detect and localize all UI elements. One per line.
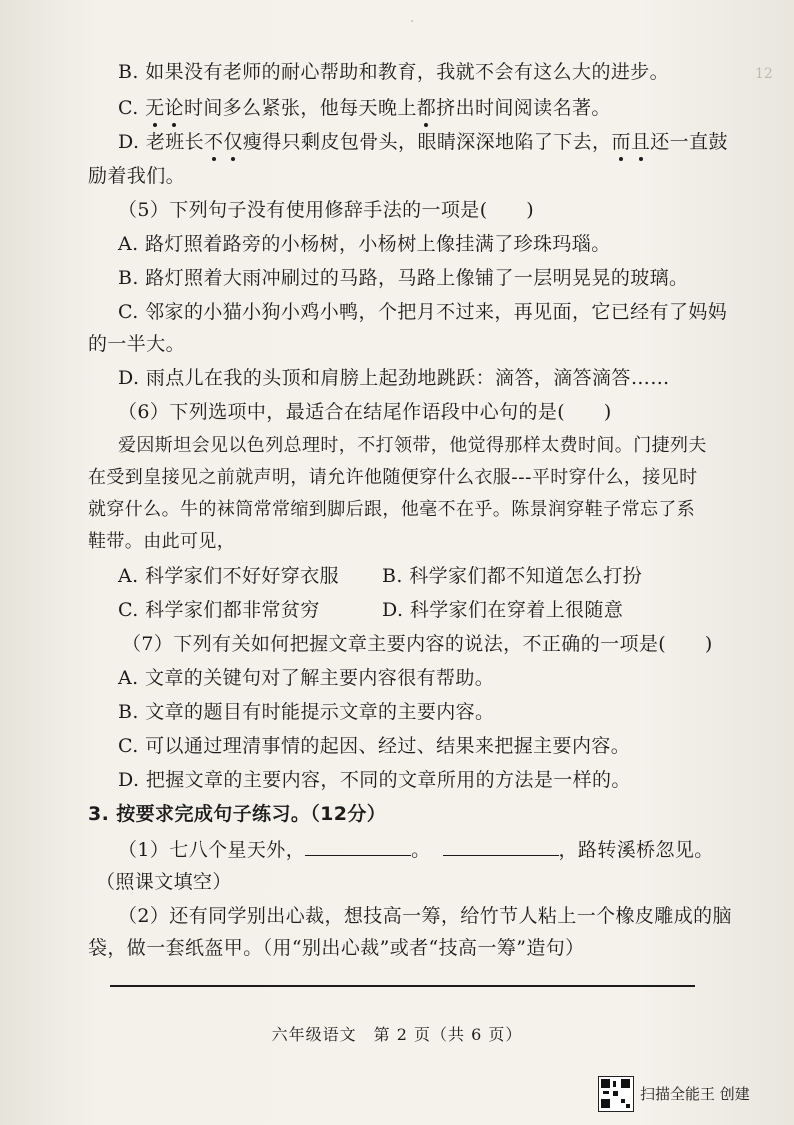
section-3-q1 [118, 836, 714, 864]
section-3-q1-instruction: （照课文填空） [96, 871, 232, 893]
dotted-char: 不 [204, 128, 223, 156]
dotted-char: 且 [631, 128, 650, 156]
q1-text-end: ，路转溪桥忽见。 [558, 839, 714, 861]
option-d-continued: 励着我们。 [88, 165, 186, 187]
passage-line-3: 就穿什么。牛的袜筒常常缩到脚后跟，他毫不在乎。陈景润穿鞋子常忘了系 [88, 499, 696, 520]
bleed-through-mark: 12 [755, 66, 773, 82]
section-3-q2: （2）还有同学别出心裁，想技高一筹，给竹节人粘上一个橡皮雕成的脑 [118, 905, 732, 927]
option-b-line: B. 如果没有老师的耐心帮助和教育，我就不会有这么大的进步。 [118, 61, 670, 83]
passage-line-1: 爱因斯坦会见以色列总理时，不打领带，他觉得那样太费时间。门捷列夫 [118, 435, 707, 456]
q5-option-b: B. 路灯照着大雨冲刷过的马路，马路上像铺了一层明晃晃的玻璃。 [118, 267, 689, 289]
dotted-char: 无 [145, 94, 164, 122]
question-5: （5）下列句子没有使用修辞手法的一项是( ) [118, 199, 535, 221]
section-3-heading: 3. 按要求完成句子练习。（12分） [88, 803, 387, 825]
q6-option-d: D. 科学家们在穿着上很随意 [382, 599, 624, 621]
page-footer: 六年级语文 第 2 页（共 6 页） [271, 1025, 523, 1044]
q7-option-b: B. 文章的题目有时能提示文章的主要内容。 [118, 701, 495, 723]
q6-option-c: C. 科学家们都非常贫穷 [118, 599, 320, 621]
q5-option-a: A. 路灯照着路旁的小杨树，小杨树上像挂满了珍珠玛瑙。 [118, 233, 611, 255]
q5-option-d: D. 雨点儿在我的头顶和肩膀上起劲地跳跃：滴答，滴答滴答…… [118, 367, 670, 389]
passage-line-2: 在受到皇接见之前就声明，请允许他随便穿什么衣服---平时穿什么，接见时 [88, 467, 698, 488]
question-7: （7）下列有关如何把握文章主要内容的说法，不正确的一项是( ) [122, 633, 713, 655]
option-c-text-end: 挤出时间阅读名著。 [436, 97, 611, 119]
option-d-prefix: D. 老班长 [118, 131, 205, 153]
scanner-watermark: 扫描全能王 创建 [640, 1085, 750, 1103]
q1-period: 。 [411, 839, 431, 861]
question-6: （6）下列选项中，最适合在结尾作语段中心句的是( ) [118, 401, 612, 423]
dotted-char: 都 [417, 94, 436, 122]
option-c-prefix: C. [118, 97, 146, 119]
option-c-text: 时间多么紧张，他每天晚上 [183, 97, 417, 119]
fill-blank-1[interactable] [305, 839, 411, 856]
fill-blank-2[interactable] [443, 839, 559, 856]
q1-text-start: （1）七八个星天外， [118, 839, 306, 861]
q7-option-c: C. 可以通过理清事情的起因、经过、结果来把握主要内容。 [118, 735, 631, 757]
q7-option-d: D. 把握文章的主要内容，不同的文章所用的方法是一样的。 [118, 769, 631, 791]
dotted-char: 仅 [223, 128, 242, 156]
section-3-q2-continued: 袋，做一套纸盔甲。（用“别出心裁”或者“技高一筹”造句） [88, 937, 585, 959]
answer-line[interactable] [110, 985, 695, 987]
option-c-line [118, 94, 611, 122]
q6-option-b: B. 科学家们都不知道怎么打扮 [382, 565, 643, 587]
q7-option-a: A. 文章的关键句对了解主要内容很有帮助。 [118, 667, 495, 689]
bleed-through-dot: · [410, 14, 415, 30]
option-d-line [118, 128, 728, 156]
q5-option-c-continued: 的一半大。 [88, 333, 186, 355]
option-d-text-end: 还一直鼓 [650, 131, 728, 153]
dotted-char: 而 [611, 128, 630, 156]
q6-option-a: A. 科学家们不好好穿衣服 [118, 565, 340, 587]
qr-code-icon [598, 1076, 634, 1112]
dotted-char: 论 [165, 94, 184, 122]
passage-line-4: 鞋带。由此可见， [88, 531, 236, 552]
option-d-text: 瘦得只剩皮包骨头，眼睛深深地陷了下去， [242, 131, 612, 153]
q5-option-c: C. 邻家的小猫小狗小鸡小鸭，个把月不过来，再见面，它已经有了妈妈 [118, 301, 728, 323]
